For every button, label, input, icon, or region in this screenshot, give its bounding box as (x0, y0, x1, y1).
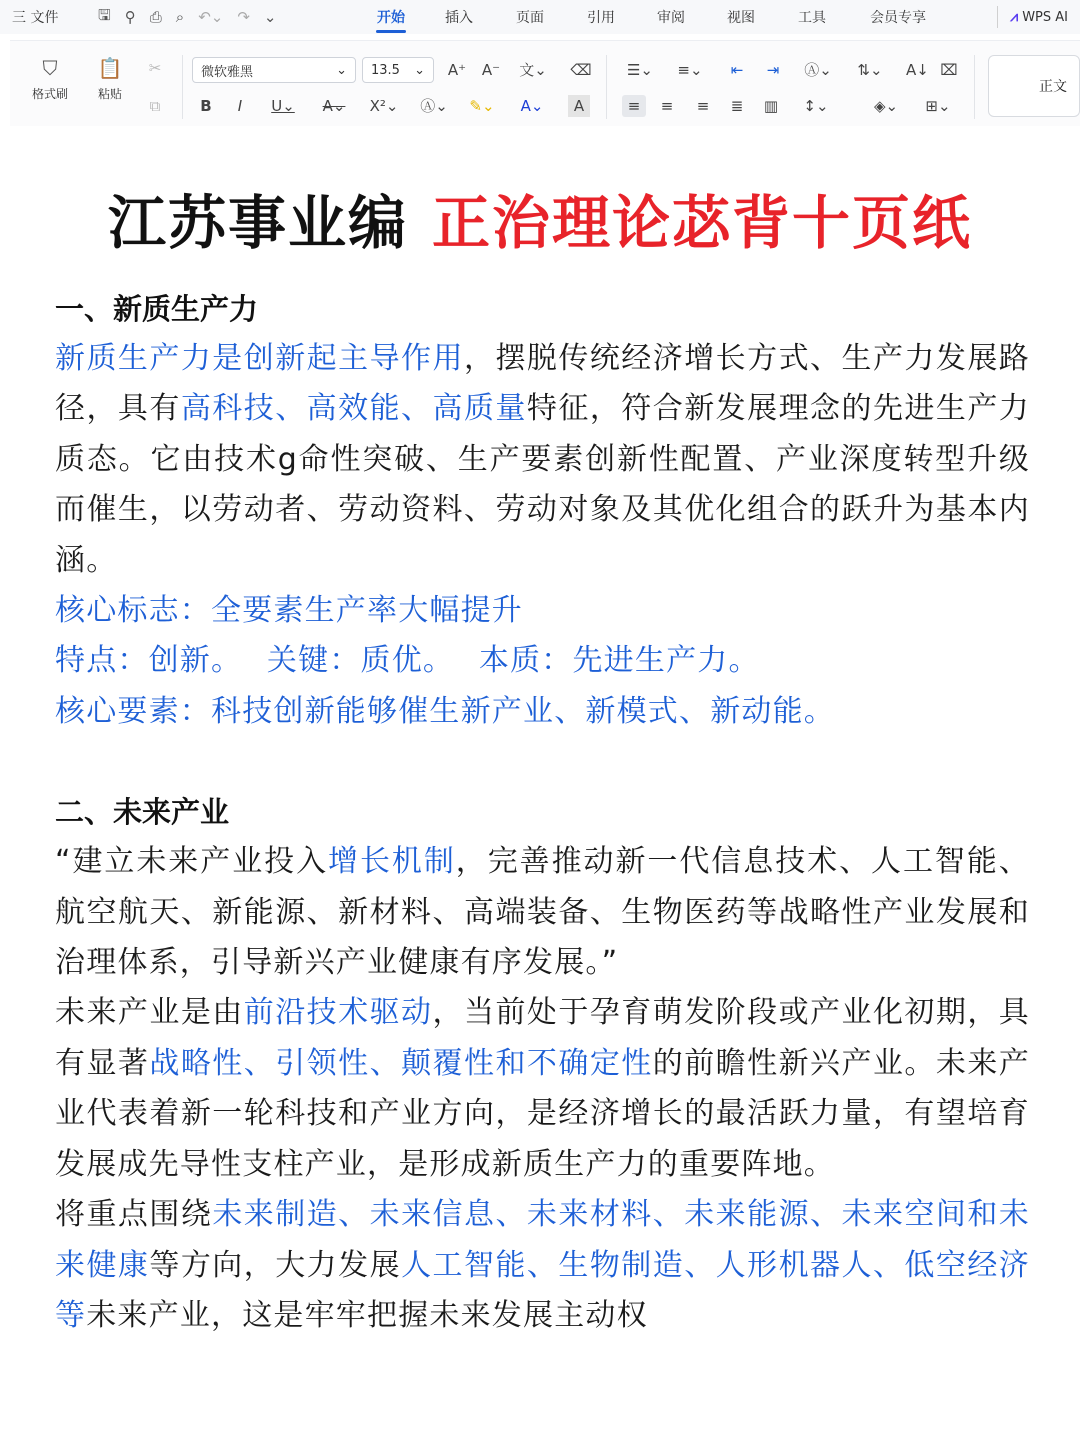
highlighted-text: 增长机制 (328, 844, 456, 880)
underline-icon[interactable]: U⌄ (271, 97, 295, 115)
shrink-font-icon[interactable]: A⁻ (481, 61, 501, 79)
paste-label: 粘贴 (97, 87, 122, 101)
tab-home[interactable]: 开始 (358, 0, 424, 34)
borders-icon[interactable]: ⊞⌄ (925, 97, 951, 115)
increase-indent-icon[interactable]: ⇥ (766, 61, 780, 79)
wps-ai-logo-icon: ⩘ (1010, 9, 1019, 25)
copy-icon[interactable]: ⧉ (149, 97, 161, 115)
font-size-select[interactable] (362, 57, 434, 83)
show-marks-icon[interactable]: ⌧ (940, 61, 958, 79)
title-red-part: 正治理论苾背十页纸 (432, 189, 973, 257)
tab-references[interactable]: 引用 (587, 10, 615, 26)
document-body (55, 284, 1030, 1341)
divider (974, 55, 975, 119)
align-left-icon[interactable]: ≡ (622, 95, 646, 117)
paragraph-text: ，摆脱传统经济增长方式、生产力发展路径，具有 (55, 341, 1030, 427)
paragraph-text: 等方向，大力发展 (149, 1247, 402, 1283)
char-shading-icon[interactable]: A (568, 95, 590, 117)
phonetic-guide-icon[interactable]: 文⌄ (519, 61, 547, 79)
share-icon[interactable]: ⚲ (124, 8, 136, 26)
numbered-list-icon[interactable]: ≡⌄ (677, 61, 703, 79)
justify-icon[interactable]: ≣ (730, 97, 744, 115)
paragraph (55, 1190, 1030, 1341)
paragraph (55, 988, 1030, 1190)
title-black-part: 江苏事业编 (107, 189, 408, 257)
document-title (0, 176, 1080, 256)
align-right-icon[interactable]: ≡ (696, 97, 710, 115)
home-toolbar (10, 40, 1080, 126)
wps-ai-label: WPS AI (1022, 9, 1068, 25)
file-menu-label: 三 文件 (12, 10, 59, 26)
tab-insert[interactable]: 插入 (445, 10, 473, 26)
wps-ai-button[interactable] (997, 6, 1068, 28)
core-mark-line: 核心标志：全要素生产率大幅提升 (55, 593, 523, 629)
distribute-icon[interactable]: ▥ (763, 97, 779, 115)
highlight-icon[interactable]: ✎⌄ (469, 97, 495, 115)
font-color-icon[interactable]: A⌄ (520, 97, 544, 115)
paragraph-text: 特征，符合新发展理念的先进生产力质态。它由技术g命性突破、生产要素创新性配置、产业深度转型升级而催生，以劳动者、劳动资料、劳动对象及其优化组合的跃升为基本内涵。 (55, 391, 1030, 578)
print-preview-icon[interactable]: ⌕ (175, 8, 185, 26)
paragraph-text: ，完善推动新一代信息技术、人工智能、航空航天、新能源、新材料、高端装备、生物医药等战略性产业发展和治理体系，引导新兴产业健康有序发展。” (55, 844, 1030, 981)
cut-icon[interactable]: ✂ (148, 59, 162, 77)
text-direction-icon[interactable]: Ⓐ⌄ (804, 61, 832, 79)
print-icon[interactable]: ⎙ (149, 8, 162, 26)
more-dropdown-icon[interactable]: ⌄ (263, 8, 277, 26)
grow-font-icon[interactable]: A⁺ (447, 61, 467, 79)
undo-icon[interactable]: ↶⌄ (198, 8, 224, 26)
superscript-icon[interactable]: X²⌄ (369, 97, 399, 115)
spacer (55, 737, 1030, 787)
highlighted-text: 未来制造、未来信息、未来材料、未来能源、未来空间和未来健康 (55, 1197, 1031, 1283)
tab-review[interactable]: 审阅 (657, 10, 685, 26)
font-size-value: 13.5 (371, 62, 400, 78)
paste-icon: 📋 (97, 56, 123, 80)
paragraph-text: 的前瞻性新兴产业。未来产业代表着新一轮科技和产业方向，是经济增长的最活跃力量，有望培育发展成先导性支柱产业，是形成新质生产力的重要阵地。 (55, 1045, 1031, 1182)
paragraph-sort-icon[interactable]: A↓ (906, 61, 929, 79)
save-icon[interactable]: 🖫 (98, 5, 111, 24)
section-heading: 一、新质生产力 (55, 292, 259, 326)
highlighted-text: 战略性、引领性、颠覆性和不确定性 (149, 1045, 653, 1081)
tab-page[interactable]: 页面 (516, 10, 544, 26)
features-line: 特点：创新。 关键：质优。 本质：先进生产力。 (55, 643, 760, 679)
format-painter-label: 格式刷 (31, 87, 68, 101)
paragraph (55, 837, 1030, 988)
format-painter-icon: ⛉ (42, 56, 58, 80)
paragraph-text: ，当前处于孕育萌发阶段或产业化初期，具有显著 (55, 995, 1030, 1081)
section-heading: 二、未来产业 (55, 795, 230, 830)
quick-access-toolbar (82, 5, 277, 30)
divider (182, 55, 183, 119)
chevron-down-icon: ⌄ (336, 62, 347, 78)
ribbon-tabs (358, 0, 948, 34)
highlighted-text: 人工智能、生物制造、人形机器人、低空经济等 (55, 1247, 1031, 1333)
highlighted-text: 新质生产力是创新起主导作用 (55, 341, 464, 376)
font-family-value: 微软雅黑 (201, 64, 254, 80)
tab-tools[interactable]: 工具 (798, 10, 826, 26)
style-normal-button[interactable] (988, 55, 1080, 117)
bullet-list-icon[interactable]: ☰⌄ (626, 61, 653, 79)
paste-button[interactable] (84, 51, 136, 102)
paragraph-text: 未来产业，这是牢牢把握未来发展主动权 (86, 1297, 648, 1333)
decrease-indent-icon[interactable]: ⇤ (730, 61, 744, 79)
format-painter-button[interactable] (24, 51, 76, 102)
paragraph-text: “建立未来产业投入 (55, 844, 329, 880)
paragraph-text: 将重点围绕 (55, 1197, 213, 1233)
clear-format-icon[interactable]: ⌫ (570, 61, 592, 79)
shading-icon[interactable]: ◈⌄ (873, 97, 899, 115)
tab-member[interactable]: 会员专享 (870, 10, 926, 26)
highlighted-text: 高科技、高效能、高质量 (180, 391, 527, 427)
chevron-down-icon: ⌄ (414, 62, 425, 78)
text-effect-icon[interactable]: Ⓐ⌄ (420, 97, 448, 115)
tab-view[interactable]: 视图 (727, 10, 755, 26)
redo-icon[interactable]: ↷ (237, 8, 250, 26)
italic-icon[interactable]: I (237, 97, 243, 115)
sort-icon[interactable]: ⇅⌄ (857, 61, 883, 79)
align-center-icon[interactable]: ≡ (660, 97, 674, 115)
font-family-select[interactable] (192, 57, 356, 83)
core-elements-line: 核心要素：科技创新能够催生新产业、新模式、新动能。 (55, 693, 835, 729)
line-spacing-icon[interactable]: ↕⌄ (803, 97, 829, 115)
style-normal-label: 正文 (1039, 79, 1067, 95)
highlighted-text: 前沿技术驱动 (243, 995, 433, 1031)
paragraph (55, 334, 1030, 586)
paragraph-text: 未来产业是由 (55, 995, 244, 1031)
file-menu-button[interactable] (0, 7, 82, 27)
divider (606, 55, 607, 119)
bold-icon[interactable]: B (200, 97, 212, 115)
strikethrough-icon[interactable]: A⌄ (322, 97, 346, 115)
